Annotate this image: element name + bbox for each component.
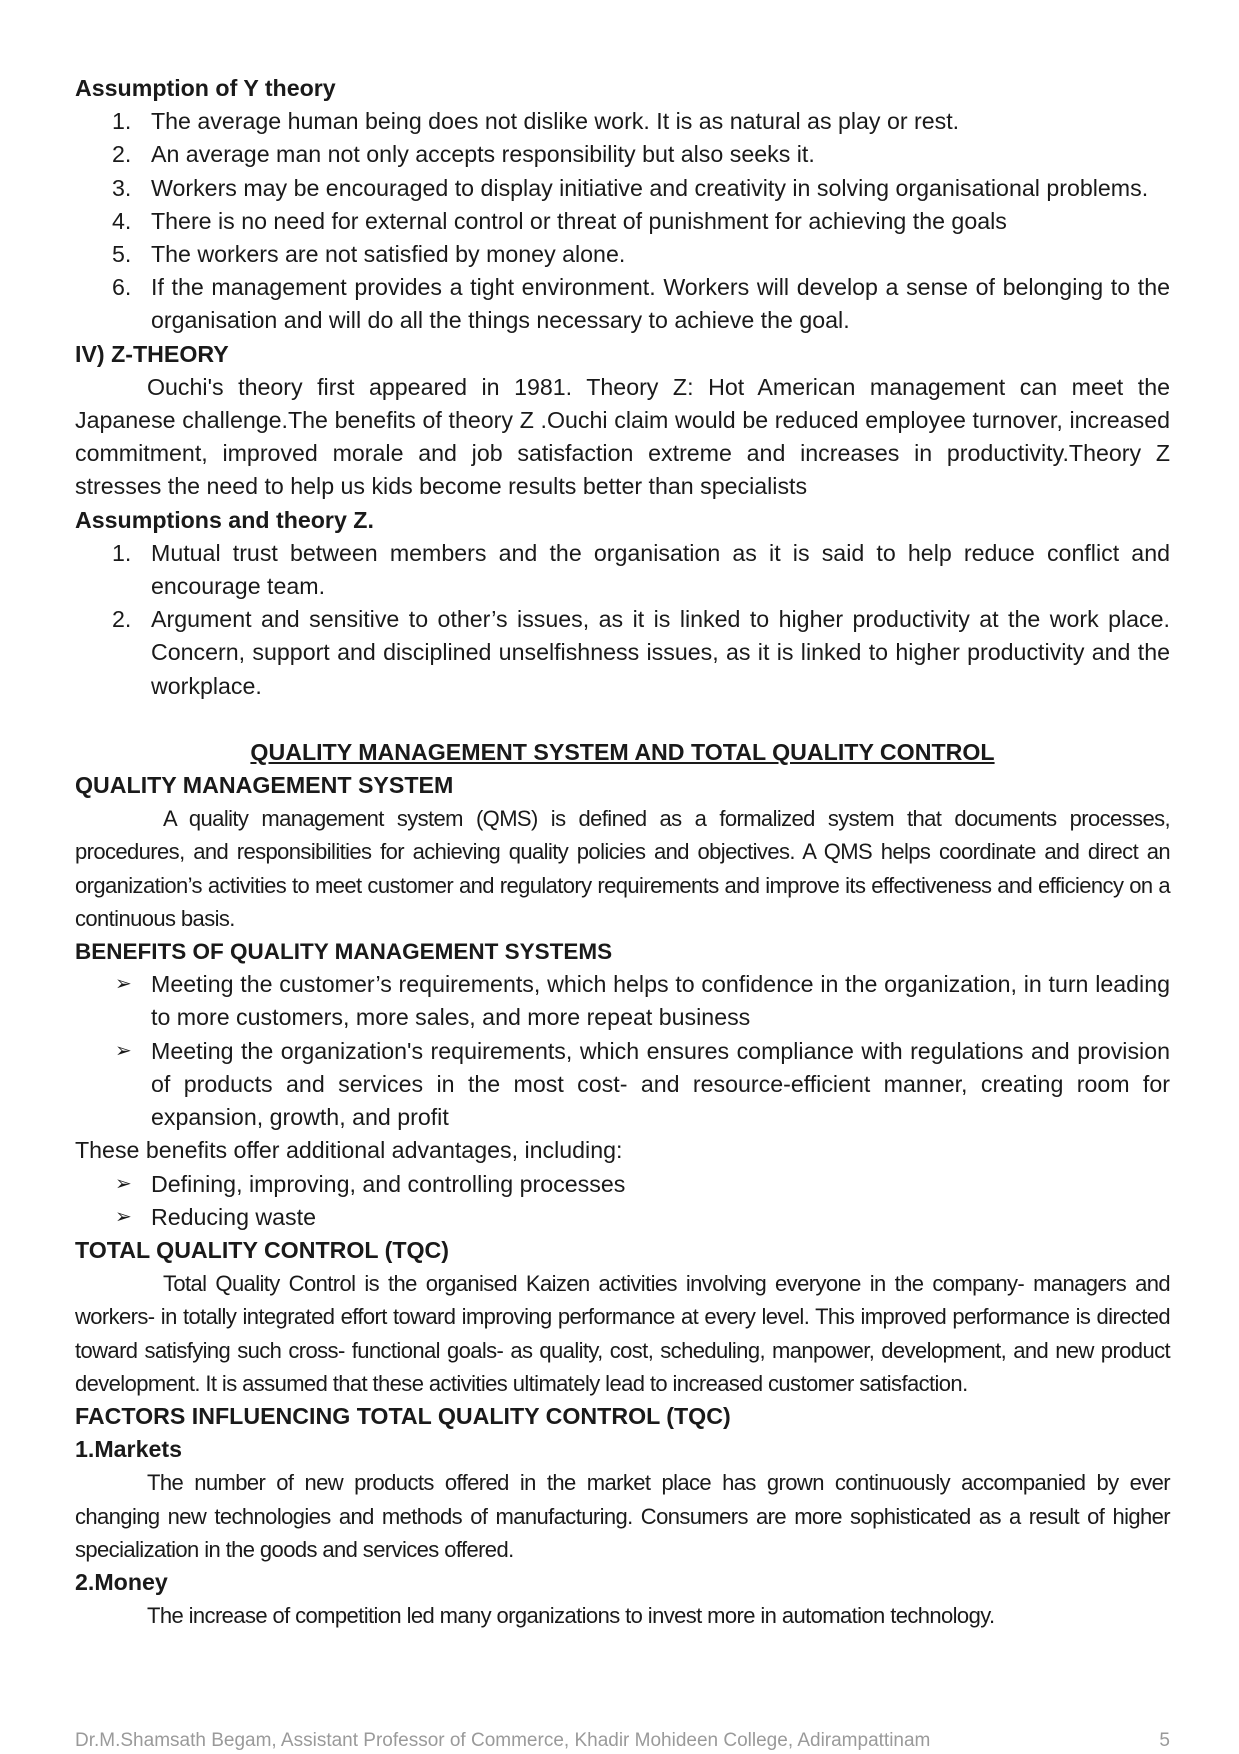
list-number: 2.: [112, 606, 132, 633]
list-item: [75, 238, 1170, 271]
list-text: An average man not only accepts responsibility but also seeks it.: [151, 141, 815, 168]
list-text: Defining, improving, and controlling processes: [151, 1170, 626, 1197]
tqc-factors-heading: FACTORS INFLUENCING TOTAL QUALITY CONTROL (TQC): [75, 1402, 731, 1429]
y-theory-list: [75, 105, 1170, 337]
qms-paragraph: A quality management system (QMS) is defined as a formalized system that documents processes, procedures, and responsibilities for achieving quality policies and objectives. A QMS helps coordinate and direct an organization’s activities to meet customer and regulatory requirements and improve its effectiveness and efficiency on a continuous basis.: [75, 806, 1170, 931]
money-paragraph: The increase of competition led many organizations to invest more in automation technology.: [147, 1603, 995, 1629]
list-text: There is no need for external control or threat of punishment for achieving the goals: [151, 207, 1007, 234]
markets-paragraph: The number of new products offered in the market place has grown continuously accompanied by ever changing new technologies and methods of manufacturing. Consumers are more sophisticated as a result of higher specialization in the goods and services offered.: [75, 1470, 1170, 1562]
page-footer: [75, 1730, 1170, 1752]
qms-benefits-list: [75, 968, 1170, 1134]
arrow-bullet-icon: ➢: [115, 973, 132, 996]
list-item: [75, 1168, 1170, 1201]
qms-benefits-heading: BENEFITS OF QUALITY MANAGEMENT SYSTEMS: [75, 939, 613, 965]
list-number: 1.: [112, 108, 132, 135]
list-text: The average human being does not dislike work. It is as natural as play or rest.: [151, 108, 960, 135]
list-number: 4.: [112, 207, 132, 234]
qms-additional-intro: These benefits offer additional advantages, including:: [75, 1137, 623, 1164]
page-number: 5: [1159, 1730, 1170, 1751]
list-item: [75, 172, 1170, 205]
y-theory-heading: Assumption of Y theory: [75, 75, 336, 101]
list-item: [75, 603, 1170, 703]
list-item: [75, 1201, 1170, 1234]
list-text: Argument and sensitive to other’s issues, as it is linked to higher productivity at the work place. Concern, support and disciplined unselfishness issues, as it is linked to higher productivity and the workplace.: [151, 606, 1170, 699]
list-text: Workers may be encouraged to display initiative and creativity in solving organisational problems.: [151, 174, 1149, 201]
z-theory-paragraph: Ouchi's theory first appeared in 1981. Theory Z: Hot American management can meet the Japanese challenge.The benefits of theory Z .Ouchi claim would be reduced employee turnover, increased commitment, improved morale and job satisfaction extreme and increases in productivity.Theory Z stresses the need to help us kids become results better than specialists: [75, 373, 1170, 500]
arrow-bullet-icon: ➢: [115, 1172, 132, 1195]
list-number: 1.: [112, 539, 132, 566]
list-number: 3.: [112, 174, 132, 201]
arrow-bullet-icon: ➢: [115, 1205, 132, 1228]
tqc-paragraph: Total Quality Control is the organised Kaizen activities involving everyone in the company- managers and workers- in totally integrated effort toward improving performance at every level. This improved performance is directed toward satisfying such cross- functional goals- as quality, cost, scheduling, manpower, development, and new product development. It is assumed that these activities ultimately lead to increased customer satisfaction.: [75, 1271, 1170, 1396]
markets-heading: 1.Markets: [75, 1436, 182, 1463]
z-theory-assumptions-heading: Assumptions and theory Z.: [75, 506, 374, 533]
list-text: The workers are not satisfied by money alone.: [151, 241, 626, 268]
list-number: 5.: [112, 241, 132, 268]
qms-additional-list: [75, 1168, 1170, 1234]
list-item: [75, 537, 1170, 603]
list-number: 2.: [112, 141, 132, 168]
list-text: Meeting the organization's requirements, which ensures compliance with regulations and provision of products and services in the most cost- and resource-efficient manner, creating room for expansion, growth, and profit: [151, 1037, 1170, 1131]
list-item: [75, 205, 1170, 238]
list-number: 6.: [112, 274, 132, 301]
list-item: [75, 105, 1170, 138]
footer-author: Dr.M.Shamsath Begam, Assistant Professor of Commerce, Khadir Mohideen College, Adirampattinam: [75, 1730, 931, 1751]
qms-heading: QUALITY MANAGEMENT SYSTEM: [75, 772, 454, 799]
list-text: Mutual trust between members and the organisation as it is said to help reduce conflict and encourage team.: [151, 539, 1170, 600]
z-theory-heading: IV) Z-THEORY: [75, 340, 229, 367]
list-item: [75, 138, 1170, 171]
list-text: Reducing waste: [151, 1203, 316, 1230]
arrow-bullet-icon: ➢: [115, 1039, 132, 1062]
list-text: Meeting the customer’s requirements, which helps to confidence in the organization, in turn leading to more customers, more sales, and more repeat business: [151, 971, 1170, 1031]
tqc-heading: TOTAL QUALITY CONTROL (TQC): [75, 1236, 449, 1263]
list-text: If the management provides a tight environment. Workers will develop a sense of belonging to the organisation and will do all the things necessary to achieve the goal.: [151, 274, 1170, 334]
money-heading: 2.Money: [75, 1568, 168, 1595]
list-item: [75, 271, 1170, 337]
document-page: [75, 72, 1170, 1632]
list-item: [75, 968, 1170, 1034]
qms-main-title: QUALITY MANAGEMENT SYSTEM AND TOTAL QUALITY CONTROL: [250, 738, 995, 765]
z-theory-list: [75, 537, 1170, 703]
list-item: [75, 1035, 1170, 1135]
